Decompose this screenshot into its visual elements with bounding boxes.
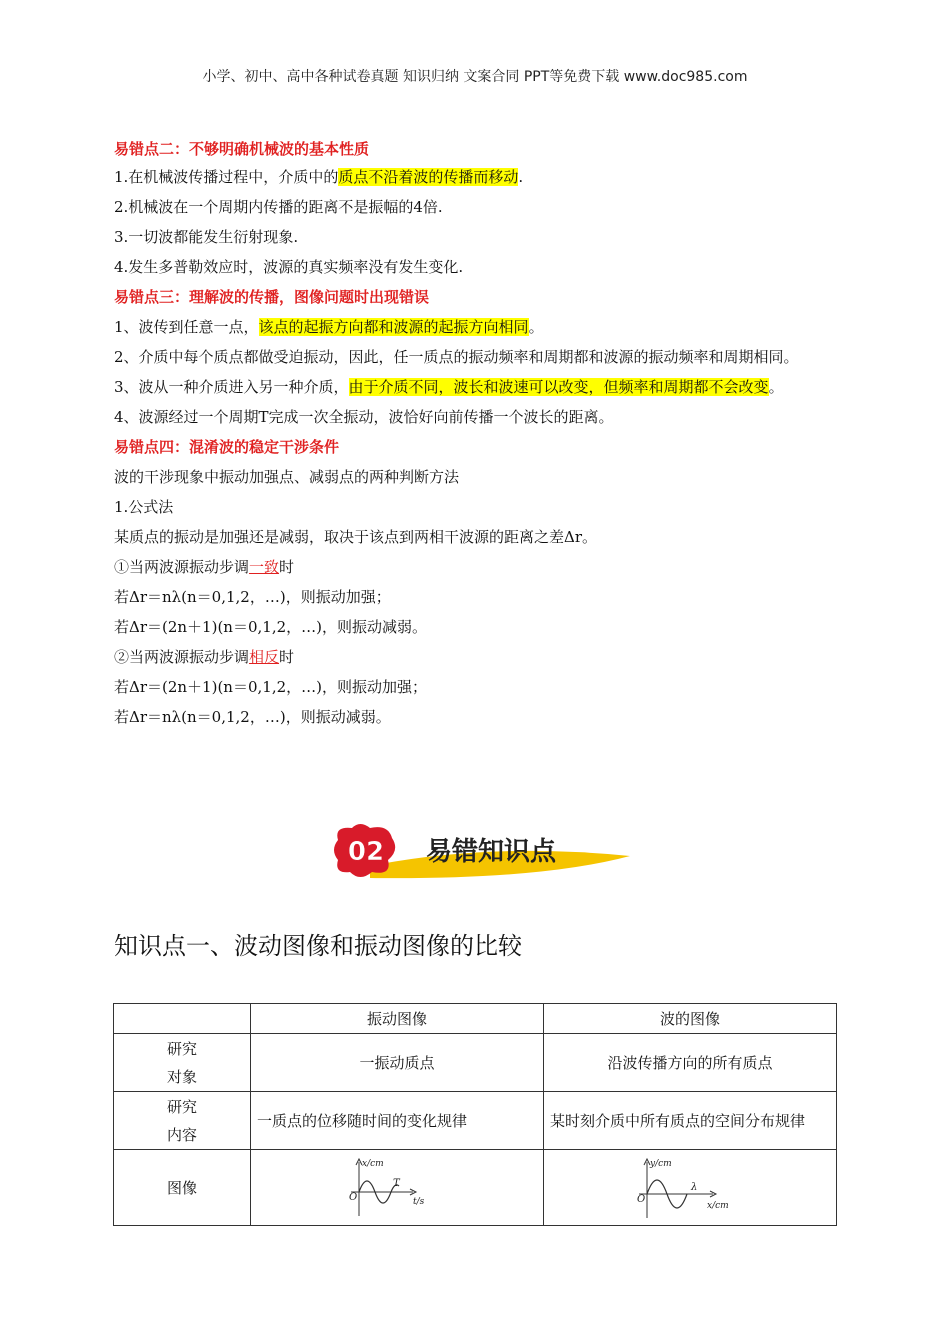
section-4-line-2: 1.公式法 bbox=[114, 498, 174, 516]
section-2-line-1: 1.在机械波传播过程中，介质中的质点不沿着波的传播而移动. bbox=[114, 168, 524, 186]
table-cell-graph bbox=[544, 1150, 837, 1226]
underlined-term: 相反 bbox=[249, 648, 280, 666]
section-4-line-8: 若Δr＝(2n＋1)(n＝0,1,2，…)，则振动加强； bbox=[114, 678, 427, 696]
x-axis-label: t/s bbox=[413, 1196, 425, 1207]
table-row bbox=[114, 1150, 837, 1226]
section-4-line-9: 若Δr＝nλ(n＝0,1,2，…)，则振动减弱。 bbox=[114, 708, 391, 726]
section-2-line-4: 4.发生多普勒效应时，波源的真实频率没有发生变化. bbox=[114, 258, 464, 276]
table-cell: 一振动质点 bbox=[251, 1034, 544, 1092]
underlined-term: 一致 bbox=[249, 558, 280, 576]
section-4-line-3: 某质点的振动是加强还是减弱，取决于该点到两相干波源的距离之差Δr。 bbox=[114, 528, 598, 546]
row-label: 图像 bbox=[114, 1150, 251, 1226]
section-3-title: 易错点三：理解波的传播，图像问题时出现错误 bbox=[114, 288, 430, 306]
table-header-cell bbox=[114, 1004, 251, 1034]
main-content bbox=[114, 136, 838, 732]
section-4-line-1: 波的干涉现象中振动加强点、减弱点的两种判断方法 bbox=[114, 468, 460, 486]
section-3-para-2: 2、介质中每个质点都做受迫振动，因此，任一质点的振动频率和周期都和波源的振动频率和周期相同。 bbox=[114, 348, 799, 366]
wave-graph bbox=[635, 1156, 745, 1220]
table-cell: 沿波传播方向的所有质点 bbox=[544, 1034, 837, 1092]
table-cell: 一质点的位移随时间的变化规律 bbox=[251, 1092, 544, 1150]
row-label: 研究 对象 bbox=[114, 1034, 251, 1092]
wavelength-label: λ bbox=[691, 1181, 698, 1193]
section-3-para-1: 1、波传到任意一点，该点的起振方向都和波源的起振方向相同。 bbox=[114, 318, 544, 336]
table-header-row bbox=[114, 1004, 837, 1034]
section-3-para-4: 4、波源经过一个周期T完成一次全振动，波恰好向前传播一个波长的距离。 bbox=[114, 408, 614, 426]
highlight: 由于介质不同，波长和波速可以改变，但频率和周期都不会改变 bbox=[348, 378, 769, 396]
section-4-title: 易错点四：混淆波的稳定干涉条件 bbox=[114, 438, 340, 456]
page-header: 小学、初中、高中各种试卷真题 知识归纳 文案合同 PPT等免费下载 www.doc985.com bbox=[202, 69, 748, 85]
section-4-line-6: 若Δr＝(2n＋1)(n＝0,1,2，…)，则振动减弱。 bbox=[114, 618, 427, 636]
y-axis-label: x/cm bbox=[362, 1158, 384, 1169]
table-cell-graph bbox=[251, 1150, 544, 1226]
section-3-para-3: 3、波从一种介质进入另一种介质，由于介质不同，波长和波速可以改变，但频率和周期都不会改变。 bbox=[114, 378, 784, 396]
highlight: 该点的起振方向都和波源的起振方向相同 bbox=[258, 318, 529, 336]
section-4-line-7: ②当两波源振动步调相反时 bbox=[114, 648, 295, 666]
table-row bbox=[114, 1034, 837, 1092]
table-cell: 某时刻介质中所有质点的空间分布规律 bbox=[544, 1092, 837, 1150]
section-2-line-3: 3.一切波都能发生衍射现象. bbox=[114, 228, 299, 246]
row-label: 研究 内容 bbox=[114, 1092, 251, 1150]
vibration-graph bbox=[347, 1156, 447, 1220]
banner-number: 02 bbox=[347, 837, 385, 867]
banner-text: 易错知识点 bbox=[426, 837, 557, 867]
section-2-line-2: 2.机械波在一个周期内传播的距离不是振幅的4倍. bbox=[114, 198, 443, 216]
y-axis-label: y/cm bbox=[650, 1158, 672, 1169]
table-header-cell: 波的图像 bbox=[544, 1004, 837, 1034]
origin-label: O bbox=[637, 1193, 646, 1205]
section-banner bbox=[330, 820, 640, 882]
section-4-line-5: 若Δr＝nλ(n＝0,1,2，…)，则振动加强； bbox=[114, 588, 391, 606]
table-row bbox=[114, 1092, 837, 1150]
comparison-table bbox=[113, 1003, 837, 1226]
table-header-cell: 振动图像 bbox=[251, 1004, 544, 1034]
section-4-line-4: ①当两波源振动步调一致时 bbox=[114, 558, 295, 576]
period-label: T bbox=[393, 1177, 400, 1189]
origin-label: O bbox=[349, 1191, 358, 1203]
section-2-title: 易错点二：不够明确机械波的基本性质 bbox=[114, 140, 370, 158]
knowledge-point-title: 知识点一、波动图像和振动图像的比较 bbox=[114, 932, 522, 960]
highlight: 质点不沿着波的传播而移动 bbox=[338, 168, 519, 186]
x-axis-label: x/cm bbox=[707, 1200, 729, 1211]
